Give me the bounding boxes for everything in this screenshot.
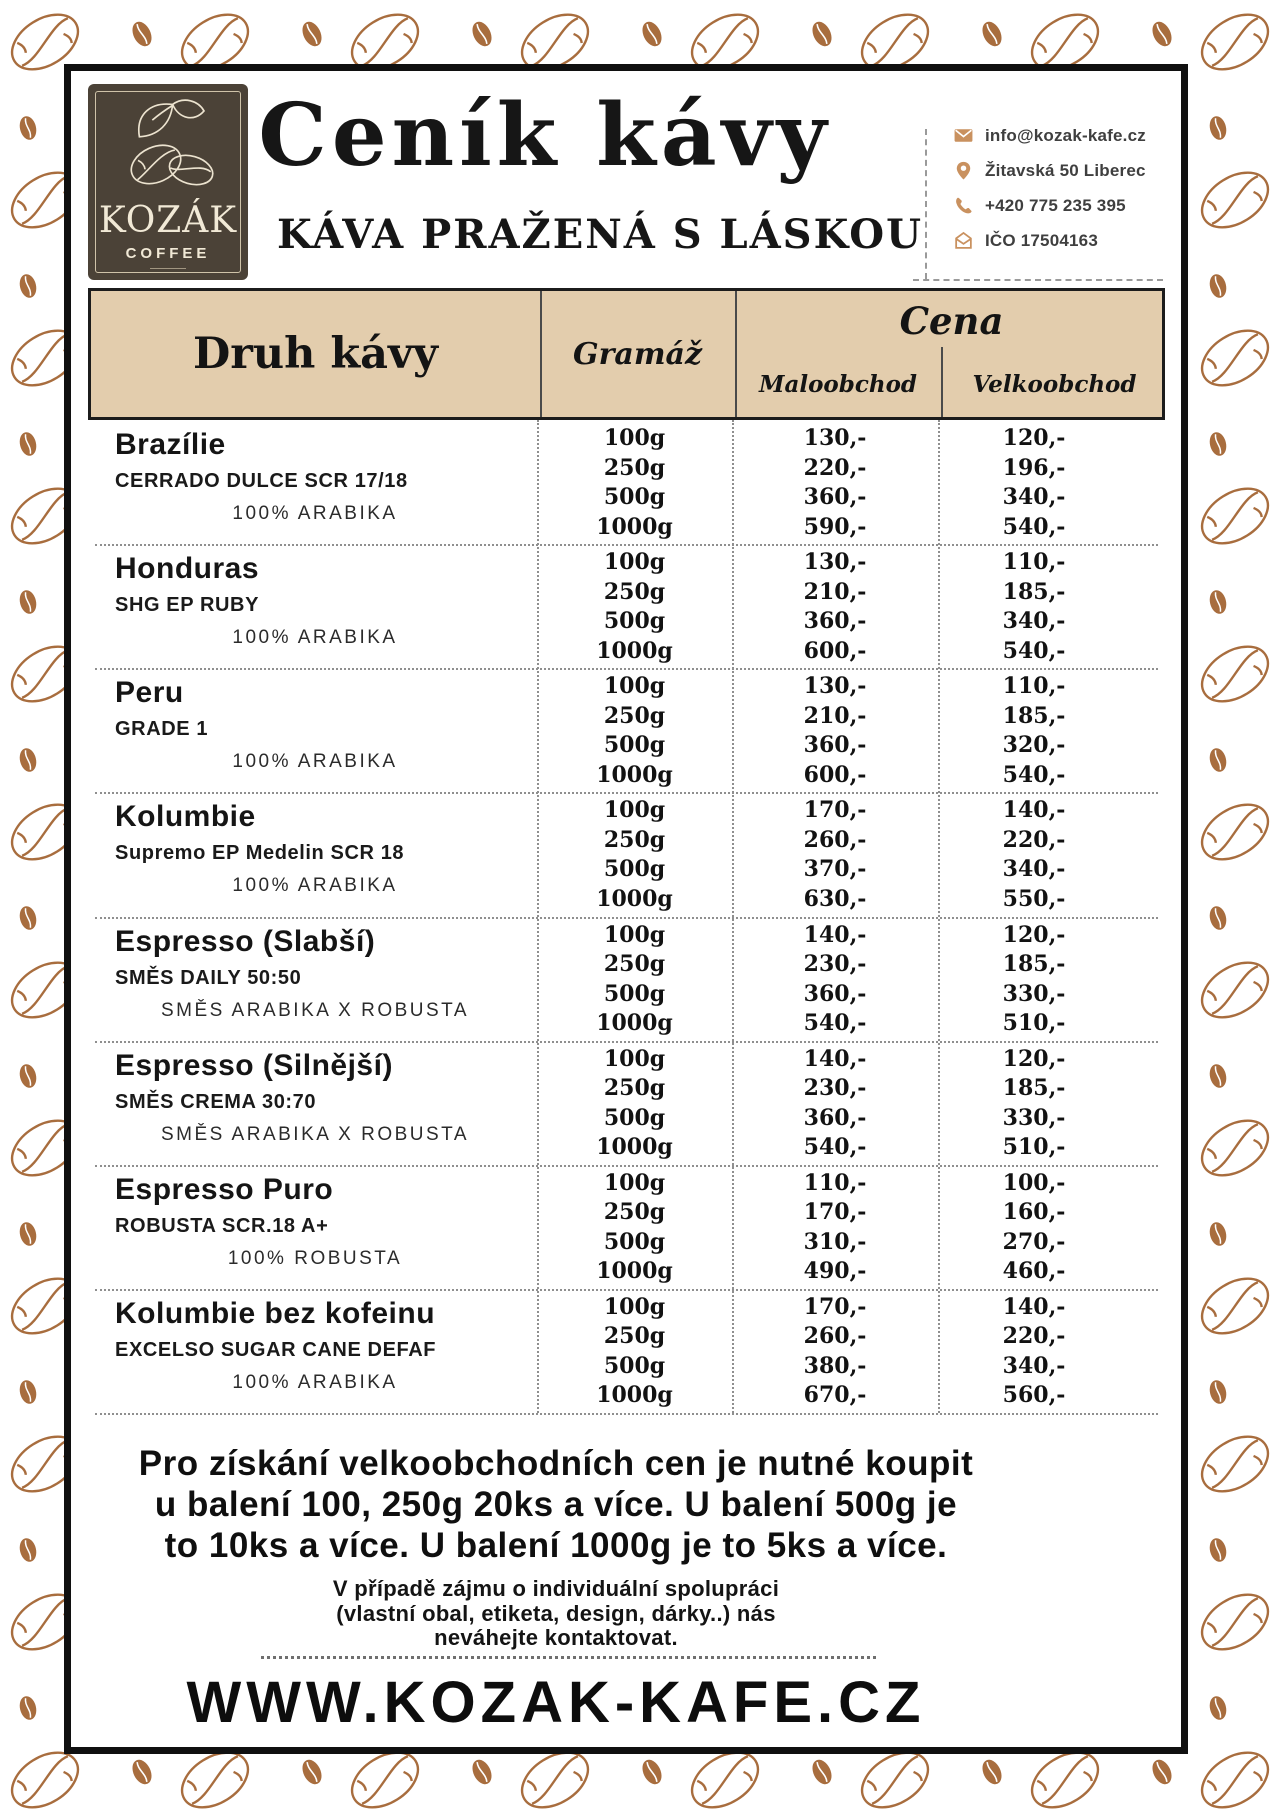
coffee-composition: 100% ARABIKA [232,503,398,524]
gram-value: 1000g [596,761,673,788]
contact-phone-row [953,195,1146,216]
wholesale-price: 270,- [1002,1228,1066,1255]
coffee-composition: 100% ARABIKA [232,627,398,649]
gram-value: 500g [603,732,666,759]
retail-price: 360,- [803,484,867,510]
footer-dotted-divider [261,1656,876,1659]
coffee-name: Espresso Puro [115,1172,334,1206]
wholesale-price: 330,- [1002,980,1066,1007]
wholesale-price: 510,- [1002,1010,1066,1036]
header-divider-3 [941,347,943,417]
coffee-composition: SMĚS ARABIKA X ROBUSTA [160,1123,470,1145]
gram-value: 100g [603,797,666,824]
gram-value: 500g [603,608,666,635]
grams-cell [537,796,732,914]
gram-value: 100g [603,549,666,576]
grams-cell [537,1045,732,1163]
coffee-composition: SMĚS ARABIKA X ROBUSTA [160,999,470,1021]
wholesale-price: 100,- [1002,1169,1066,1196]
grams-cell [537,921,732,1039]
retail-price: 130,- [803,673,867,700]
page-subtitle: KÁVA PRAŽENÁ S LÁSKOU [276,211,923,258]
retail-price: 630,- [803,885,867,912]
retail-price-cell [732,796,938,914]
gram-value: 1000g [596,1258,673,1285]
wholesale-price: 510,- [1002,1134,1066,1161]
contact-address: Žitavská 50 Liberec [985,160,1146,180]
wholesale-price: 340,- [1002,608,1066,635]
cooperation-note-line: (vlastní obal, etiketa, design, dárky..) nás [336,1600,776,1626]
gram-value: 1000g [596,513,673,540]
gram-value: 100g [603,425,666,451]
wholesale-price: 196,- [1002,454,1066,481]
gram-value: 500g [603,1352,666,1379]
contact-address-row [953,160,1146,181]
gram-value: 250g [603,1075,666,1102]
retail-price-cell [732,548,938,666]
wholesale-price: 340,- [1002,484,1066,510]
website-url[interactable]: WWW.KOZAK-KAFE.CZ [186,1670,926,1735]
wholesale-price: 120,- [1002,1045,1066,1072]
location-pin-icon [953,160,974,181]
contact-info [953,125,1146,251]
gram-value: 1000g [596,637,673,664]
wholesale-price: 160,- [1002,1199,1066,1226]
gram-value: 100g [603,921,666,948]
retail-price: 540,- [803,1134,867,1161]
retail-price-cell [732,1045,938,1163]
retail-price: 260,- [803,826,867,853]
gram-value: 250g [603,1199,666,1226]
wholesale-price: 185,- [1002,578,1066,605]
grams-cell [537,672,732,790]
gram-value: 500g [603,856,666,883]
coffee-description: GRADE 1 [115,718,209,741]
header-divider-1 [540,291,542,417]
wholesale-price-cell [938,672,1130,790]
table-row [88,1041,1165,1165]
wholesale-price-cell [938,1045,1130,1163]
grams-cell [537,1293,732,1411]
coffee-composition: 100% ARABIKA [232,751,398,773]
gram-value: 100g [603,1045,666,1072]
gram-value: 1000g [596,1010,673,1036]
logo-wordmark: KOZÁK [98,200,238,241]
wholesale-price-cell [938,1293,1130,1411]
grams-cell [537,424,732,542]
retail-price: 590,- [803,513,867,540]
wholesale-price: 540,- [1002,637,1066,664]
grams-cell [537,548,732,666]
gram-value: 500g [603,1228,666,1255]
retail-price: 360,- [803,608,867,635]
table-row [88,792,1165,916]
retail-price-cell [732,424,938,542]
envelope-open-icon [953,230,974,251]
contact-divider-vertical [925,129,927,279]
gram-value: 250g [603,826,666,853]
table-row [88,668,1165,792]
table-row [88,420,1165,544]
retail-price: 670,- [803,1382,867,1409]
retail-price: 360,- [803,1104,867,1131]
coffee-name: Espresso (Slabší) [115,924,376,958]
gram-value: 250g [603,578,666,605]
wholesale-price: 110,- [1002,549,1066,576]
wholesale-price-cell [938,424,1130,542]
logo-subtitle: COFFEE [125,245,211,262]
retail-price: 490,- [803,1258,867,1285]
coffee-composition: 100% ARABIKA [232,1371,398,1393]
column-header-price: Cena [899,299,1004,343]
column-header-wholesale: Velkoobchod [972,370,1137,398]
gram-value: 500g [603,980,666,1007]
coffee-name: Espresso (Silnější) [115,1048,393,1082]
wholesale-price: 560,- [1002,1382,1066,1409]
coffee-description: SHG EP RUBY [115,594,260,617]
email-icon [953,125,974,146]
gram-value: 250g [603,1323,666,1350]
coffee-description: EXCELSO SUGAR CANE DEFAF [115,1338,437,1361]
wholesale-price: 110,- [1002,673,1066,700]
retail-price: 130,- [803,425,867,451]
gram-value: 100g [603,673,666,700]
table-row [88,1289,1165,1413]
retail-price: 310,- [803,1228,867,1255]
contact-email-row [953,125,1146,146]
retail-price: 540,- [803,1010,867,1036]
retail-price: 360,- [803,980,867,1007]
column-header-grams: Gramáž [572,336,703,372]
gram-value: 500g [603,1104,666,1131]
wholesale-price: 220,- [1002,826,1066,853]
gram-value: 250g [603,702,666,729]
wholesale-price: 185,- [1002,951,1066,977]
wholesale-price: 140,- [1002,797,1066,824]
wholesale-price: 330,- [1002,1104,1066,1131]
column-header-coffee-type: Druh kávy [192,329,439,379]
wholesale-price: 540,- [1002,761,1066,788]
coffee-name: Peru [115,676,184,710]
gram-value: 1000g [596,885,673,912]
row-separator [95,1413,1158,1415]
wholesale-price-cell [938,548,1130,666]
wholesale-note [71,1443,1041,1566]
retail-price: 130,- [803,549,867,576]
coffee-description: SMĚS CREMA 30:70 [115,1090,317,1113]
gram-value: 1000g [596,1382,673,1409]
header-divider-2 [735,291,737,417]
cooperation-note [71,1577,1041,1651]
logo-underline [150,268,186,269]
wholesale-price: 320,- [1002,732,1066,759]
wholesale-price: 185,- [1002,702,1066,729]
wholesale-note-line: Pro získání velkoobchodních cen je nutné koupit [138,1444,974,1483]
column-header-retail: Maloobchod [758,370,917,398]
wholesale-price: 185,- [1002,1075,1066,1102]
wholesale-price: 340,- [1002,856,1066,883]
table-header [88,288,1165,420]
contact-company-id: IČO 17504163 [985,230,1098,250]
gram-value: 500g [603,484,666,510]
gram-value: 100g [603,1293,666,1320]
retail-price: 170,- [803,797,867,824]
retail-price: 600,- [803,761,867,788]
contact-divider-horizontal [913,279,1163,281]
table-row [88,544,1165,668]
coffee-composition: 100% ARABIKA [232,875,398,897]
wholesale-price-cell [938,921,1130,1039]
wholesale-price: 340,- [1002,1352,1066,1379]
contact-ico-row [953,230,1146,251]
retail-price-cell [732,1169,938,1287]
coffee-description: ROBUSTA SCR.18 A+ [115,1214,329,1237]
coffee-description: CERRADO DULCE SCR 17/18 [115,470,408,492]
coffee-name: Honduras [115,552,260,586]
coffee-name: Kolumbie [115,800,256,834]
wholesale-price: 460,- [1002,1258,1066,1285]
cooperation-note-line: neváhejte kontaktovat. [434,1625,678,1650]
retail-price: 170,- [803,1293,867,1320]
retail-price: 600,- [803,637,867,664]
retail-price: 110,- [803,1169,867,1196]
wholesale-price: 140,- [1002,1293,1066,1320]
retail-price-cell [732,921,938,1039]
contact-email[interactable]: info@kozak-kafe.cz [985,125,1146,145]
wholesale-price: 220,- [1002,1323,1066,1350]
coffee-name: Kolumbie bez kofeinu [115,1296,436,1330]
retail-price: 360,- [803,732,867,759]
page-title: Ceník kávy [258,85,832,186]
wholesale-price: 120,- [1002,921,1066,948]
retail-price-cell [732,1293,938,1411]
cooperation-note-line: V případě zájmu o individuální spolupráci [332,1576,780,1601]
contact-phone[interactable]: +420 775 235 395 [985,195,1126,215]
grams-cell [537,1169,732,1287]
retail-price: 210,- [803,578,867,605]
coffee-name: Brazílie [115,428,226,461]
wholesale-note-line: to 10ks a více. U balení 1000g je to 5ks a více. [164,1526,948,1565]
wholesale-price: 540,- [1002,513,1066,540]
table-row [88,917,1165,1041]
wholesale-price-cell [938,796,1130,914]
price-list-panel [64,64,1188,1754]
gram-value: 250g [603,454,666,481]
retail-price: 210,- [803,702,867,729]
retail-price: 260,- [803,1323,867,1350]
phone-icon [953,195,974,216]
wholesale-price-cell [938,1169,1130,1287]
retail-price: 220,- [803,454,867,481]
wholesale-price: 550,- [1002,885,1066,912]
gram-value: 1000g [596,1134,673,1161]
gram-value: 100g [603,1169,666,1196]
retail-price: 140,- [803,1045,867,1072]
retail-price: 230,- [803,1075,867,1102]
coffee-description: Supremo EP Medelin SCR 18 [115,842,405,865]
wholesale-note-line: u balení 100, 250g 20ks a více. U balení 500g je [154,1485,958,1524]
coffee-composition: 100% ROBUSTA [227,1247,403,1269]
retail-price: 370,- [803,856,867,883]
wholesale-price: 120,- [1002,425,1066,451]
retail-price: 170,- [803,1199,867,1226]
gram-value: 250g [603,951,666,977]
retail-price: 230,- [803,951,867,977]
retail-price-cell [732,672,938,790]
retail-price: 380,- [803,1352,867,1379]
table-row [88,1165,1165,1289]
coffee-description: SMĚS DAILY 50:50 [115,966,302,989]
retail-price: 140,- [803,921,867,948]
